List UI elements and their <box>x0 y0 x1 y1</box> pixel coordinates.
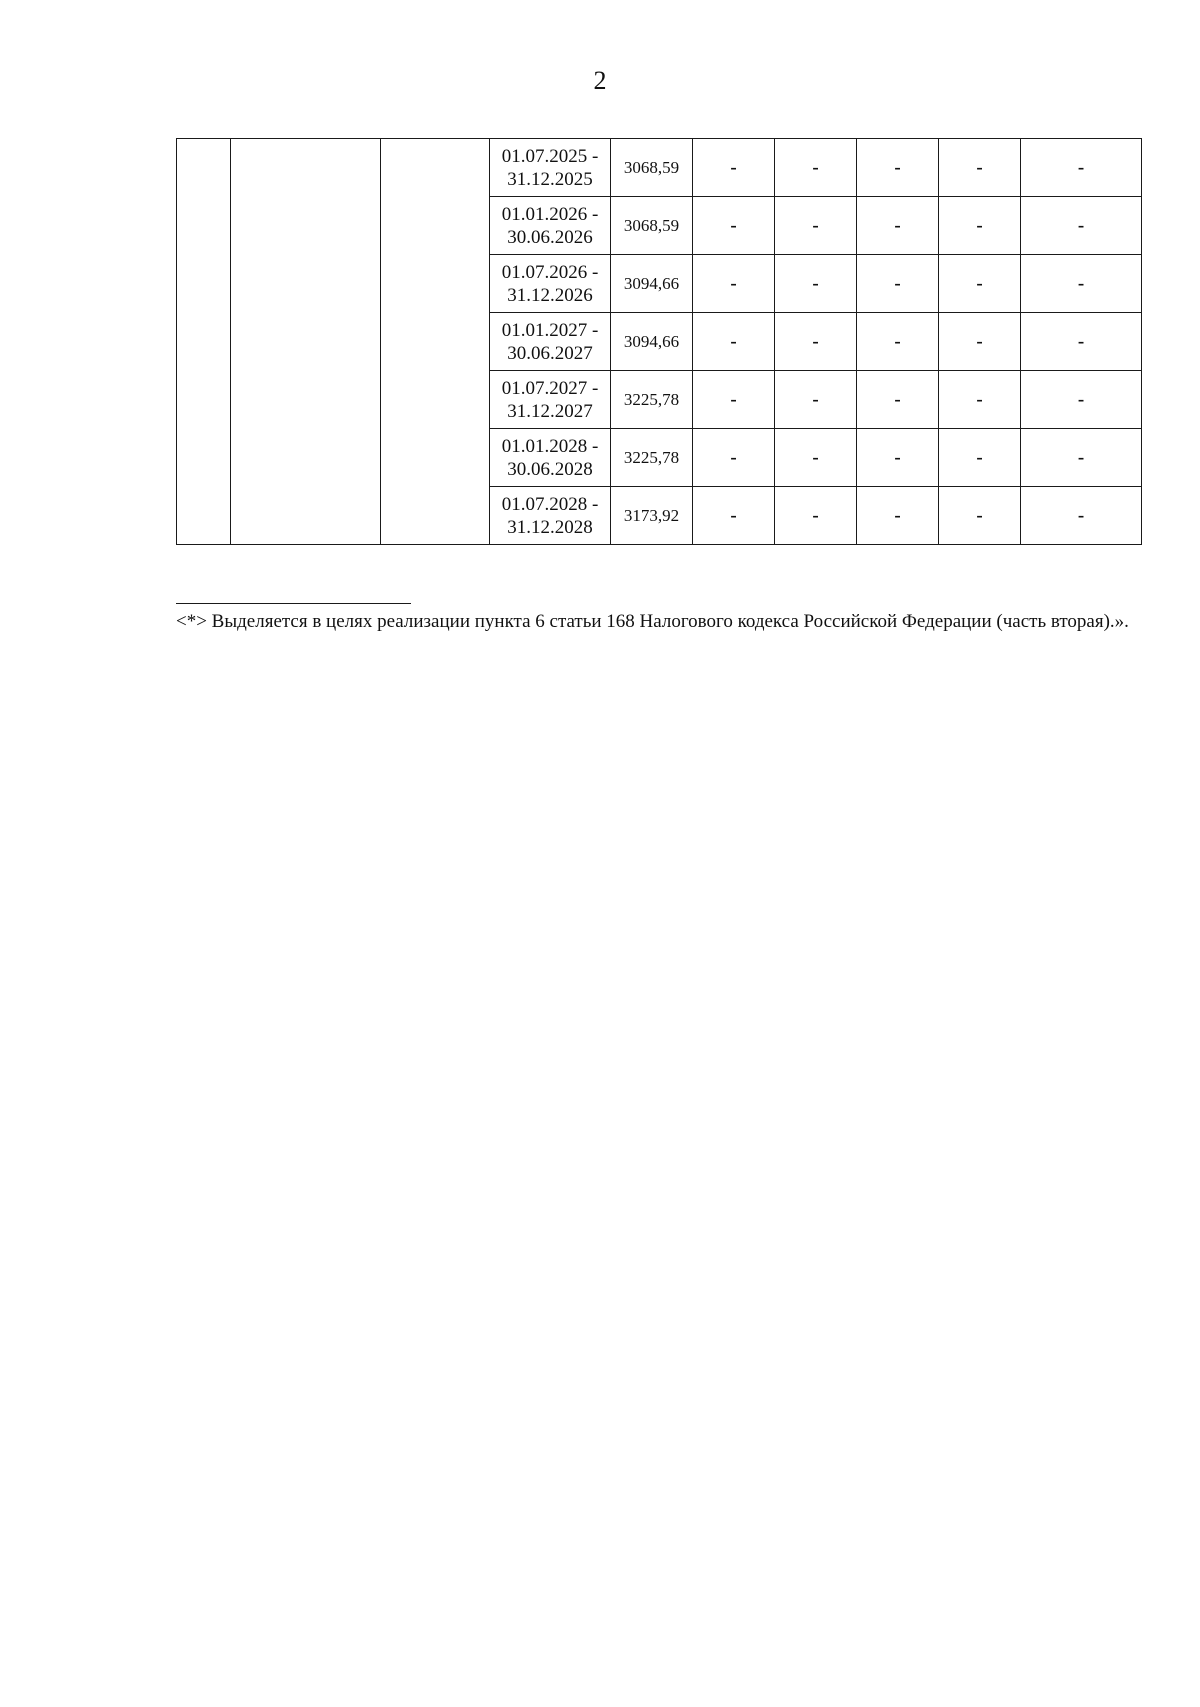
period-end: 31.12.2028 <box>507 516 593 538</box>
period-end: 30.06.2026 <box>507 226 593 248</box>
dash-cell: - <box>857 371 939 429</box>
dash-cell: - <box>857 139 939 197</box>
dash-cell: - <box>857 487 939 545</box>
dash-cell: - <box>1021 429 1142 487</box>
dash-cell: - <box>939 313 1021 371</box>
period-cell <box>490 487 611 545</box>
merged-empty-cell-3 <box>381 139 490 545</box>
dash-cell: - <box>775 371 857 429</box>
dash-cell: - <box>939 371 1021 429</box>
period-cell <box>490 313 611 371</box>
value-cell: 3094,66 <box>611 313 693 371</box>
value-cell: 3225,78 <box>611 429 693 487</box>
tariff-table <box>176 138 1142 545</box>
period-start: 01.01.2026 - <box>501 203 599 225</box>
dash-cell: - <box>693 429 775 487</box>
dash-cell: - <box>693 139 775 197</box>
dash-cell: - <box>939 255 1021 313</box>
merged-empty-cell-2 <box>231 139 381 545</box>
dash-cell: - <box>1021 313 1142 371</box>
dash-cell: - <box>693 371 775 429</box>
dash-cell: - <box>939 487 1021 545</box>
dash-cell: - <box>1021 487 1142 545</box>
period-cell <box>490 429 611 487</box>
dash-cell: - <box>1021 197 1142 255</box>
dash-cell: - <box>857 255 939 313</box>
dash-cell: - <box>775 429 857 487</box>
period-cell <box>490 197 611 255</box>
period-end: 31.12.2027 <box>507 400 593 422</box>
period-end: 31.12.2026 <box>507 284 593 306</box>
period-cell <box>490 255 611 313</box>
period-cell <box>490 139 611 197</box>
period-start: 01.07.2026 - <box>501 261 599 283</box>
period-start: 01.07.2028 - <box>501 493 599 515</box>
dash-cell: - <box>939 139 1021 197</box>
dash-cell: - <box>775 255 857 313</box>
period-start: 01.07.2025 - <box>501 145 599 167</box>
dash-cell: - <box>693 313 775 371</box>
dash-cell: - <box>939 197 1021 255</box>
dash-cell: - <box>693 487 775 545</box>
value-cell: 3068,59 <box>611 139 693 197</box>
dash-cell: - <box>857 197 939 255</box>
footnote-separator <box>176 603 411 604</box>
period-end: 30.06.2027 <box>507 342 593 364</box>
period-start: 01.07.2027 - <box>501 377 599 399</box>
table-row <box>177 139 1142 197</box>
footnote: <*> Выделяется в целях реализации пункта 6 статьи 168 Налогового кодекса Российской Федерации (часть вторая).». <box>176 611 1129 632</box>
dash-cell: - <box>775 313 857 371</box>
dash-cell: - <box>1021 255 1142 313</box>
period-end: 31.12.2025 <box>507 168 593 190</box>
merged-empty-cell-1 <box>177 139 231 545</box>
value-cell: 3225,78 <box>611 371 693 429</box>
page-number: 2 <box>593 66 607 95</box>
dash-cell: - <box>693 197 775 255</box>
period-start: 01.01.2028 - <box>501 435 599 457</box>
value-cell: 3068,59 <box>611 197 693 255</box>
dash-cell: - <box>775 487 857 545</box>
dash-cell: - <box>1021 139 1142 197</box>
dash-cell: - <box>857 313 939 371</box>
value-cell: 3173,92 <box>611 487 693 545</box>
dash-cell: - <box>857 429 939 487</box>
period-start: 01.01.2027 - <box>501 319 599 341</box>
table-body <box>177 139 1142 545</box>
value-cell: 3094,66 <box>611 255 693 313</box>
period-cell <box>490 371 611 429</box>
dash-cell: - <box>775 197 857 255</box>
dash-cell: - <box>1021 371 1142 429</box>
dash-cell: - <box>693 255 775 313</box>
dash-cell: - <box>775 139 857 197</box>
dash-cell: - <box>939 429 1021 487</box>
period-end: 30.06.2028 <box>507 458 593 480</box>
